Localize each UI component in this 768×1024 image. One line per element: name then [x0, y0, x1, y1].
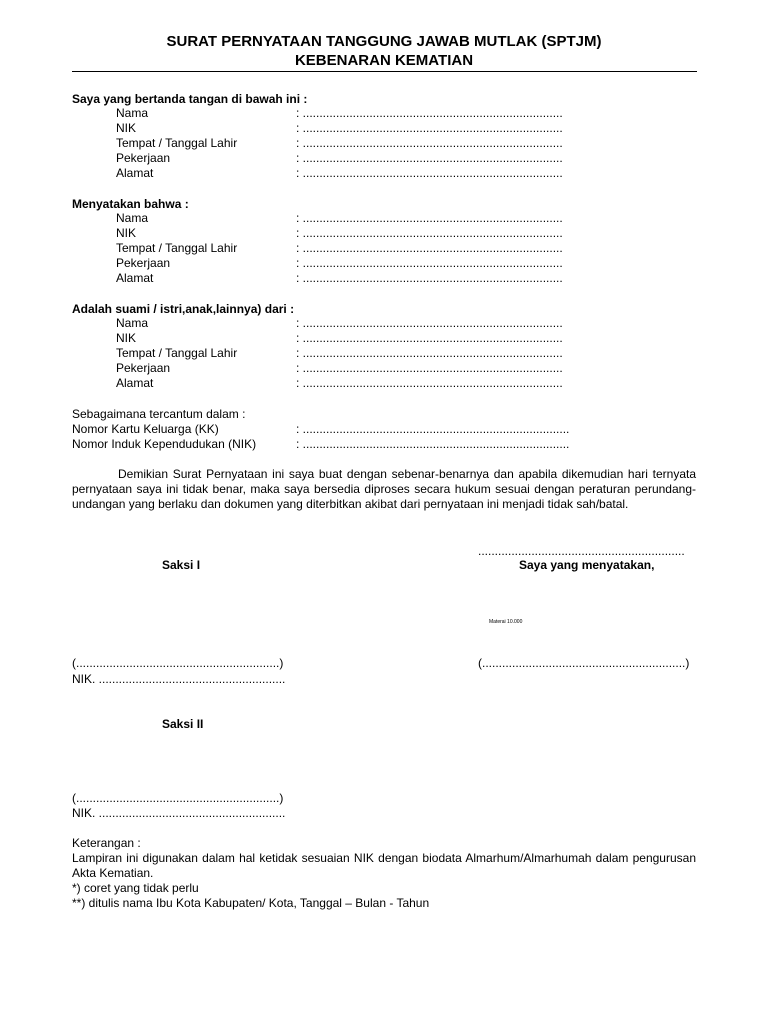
witness2-name-blank[interactable]: (.............................................................) — [72, 791, 284, 805]
section1-blank-nik[interactable]: : .............................................................................. — [296, 121, 563, 135]
section1-label-nik: NIK — [116, 121, 137, 135]
section3-heading: Adalah suami / istri,anak,lainnya) dari : — [72, 302, 295, 316]
section1-label-ttl: Tempat / Tanggal Lahir — [116, 136, 238, 150]
section2-label-alamat: Alamat — [116, 271, 154, 285]
section1-blank-alamat[interactable]: : .............................................................................. — [296, 166, 563, 180]
section3-blank-nik[interactable]: : .............................................................................. — [296, 331, 563, 345]
witness1-nik-blank[interactable]: NIK. ........................................................ — [72, 672, 286, 686]
section3-label-ttl: Tempat / Tanggal Lahir — [116, 346, 238, 360]
section1-blank-nama[interactable]: : .............................................................................. — [296, 106, 563, 120]
section4-blank-kk[interactable]: : ................................................................................ — [296, 422, 570, 436]
section2-label-nama: Nama — [116, 211, 149, 225]
section4-blank-nik[interactable]: : ................................................................................ — [296, 437, 570, 451]
witness2-label: Saksi II — [162, 717, 204, 731]
section1-label-pekerjaan: Pekerjaan — [116, 151, 171, 165]
declarant-label: Saya yang menyatakan, — [519, 558, 655, 572]
section2-heading: Menyatakan bahwa : — [72, 197, 189, 211]
section3-label-nama: Nama — [116, 316, 149, 330]
section2-label-nik: NIK — [116, 226, 137, 240]
section2-label-ttl: Tempat / Tanggal Lahir — [116, 241, 238, 255]
notes-text: Lampiran ini digunakan dalam hal ketidak sesuaian NIK dengan biodata Almarhum/Almarhumah dalam pengurusan Akta Kematian. — [72, 851, 696, 880]
section4-label-nik: Nomor Induk Kependudukan (NIK) — [72, 437, 257, 451]
section1-label-nama: Nama — [116, 106, 149, 120]
section2-blank-pekerjaan[interactable]: : .............................................................................. — [296, 256, 563, 270]
section2-blank-nik[interactable]: : .............................................................................. — [296, 226, 563, 240]
witness1-name-blank[interactable]: (.............................................................) — [72, 656, 284, 670]
section3-label-nik: NIK — [116, 331, 137, 345]
note-1: *) coret yang tidak perlu — [72, 881, 199, 895]
document-title: SURAT PERNYATAAN TANGGUNG JAWAB MUTLAK (SPTJM) — [166, 33, 602, 50]
statement-paragraph: Demikian Surat Pernyataan ini saya buat dengan sebenar-benarnya dan apabila dikemudian hari ternyata pernyataan saya ini tidak benar, maka saya bersedia diproses secara hukum sesuai dengan peraturan perundang-undangan yang berlaku dan dokumen yang diterbitkan akibat dari pernyataan ini menjadi tidak sah/batal. — [72, 467, 696, 511]
section2-label-pekerjaan: Pekerjaan — [116, 256, 171, 270]
title-divider — [72, 71, 697, 72]
section1-blank-ttl[interactable]: : .............................................................................. — [296, 136, 563, 150]
witness1-label: Saksi I — [162, 558, 201, 572]
section2-blank-nama[interactable]: : .............................................................................. — [296, 211, 563, 225]
section1-blank-pekerjaan[interactable]: : .............................................................................. — [296, 151, 563, 165]
section3-label-alamat: Alamat — [116, 376, 154, 390]
section4-intro: Sebagaimana tercantum dalam : — [72, 407, 246, 421]
document-subtitle: KEBENARAN KEMATIAN — [294, 52, 474, 69]
place-date-blank[interactable]: .............................................................. — [478, 544, 685, 558]
section3-blank-ttl[interactable]: : .............................................................................. — [296, 346, 563, 360]
section1-label-alamat: Alamat — [116, 166, 154, 180]
section4-label-kk: Nomor Kartu Keluarga (KK) — [72, 422, 219, 436]
section2-blank-ttl[interactable]: : .............................................................................. — [296, 241, 563, 255]
stamp-duty-label: Materai 10.000 — [489, 619, 523, 625]
section3-label-pekerjaan: Pekerjaan — [116, 361, 171, 375]
declarant-name-blank[interactable]: (.............................................................) — [478, 656, 690, 670]
section3-blank-alamat[interactable]: : .............................................................................. — [296, 376, 563, 390]
section2-blank-alamat[interactable]: : .............................................................................. — [296, 271, 563, 285]
section3-blank-pekerjaan[interactable]: : .............................................................................. — [296, 361, 563, 375]
section3-blank-nama[interactable]: : .............................................................................. — [296, 316, 563, 330]
witness2-nik-blank[interactable]: NIK. ........................................................ — [72, 806, 286, 820]
notes-heading: Keterangan : — [72, 836, 141, 850]
section1-heading: Saya yang bertanda tangan di bawah ini : — [72, 92, 308, 106]
note-2: **) ditulis nama Ibu Kota Kabupaten/ Kota, Tanggal – Bulan - Tahun — [72, 896, 430, 910]
